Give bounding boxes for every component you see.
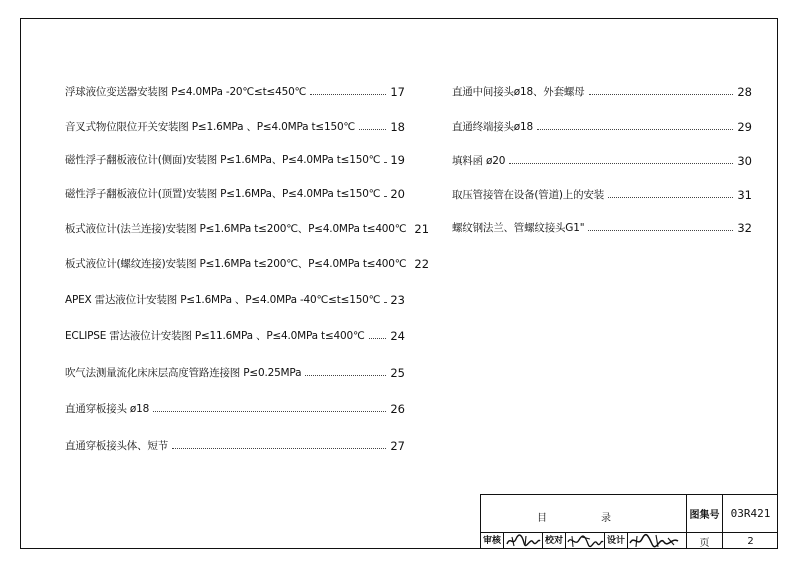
signature-row (481, 533, 687, 549)
toc-entry-page: 25 (390, 366, 405, 380)
toc-entry[interactable] (452, 149, 752, 167)
toc-entry-page: 26 (390, 402, 405, 416)
leader-dots (509, 163, 733, 164)
toc-entry[interactable] (65, 80, 405, 98)
leader-dots (589, 94, 734, 95)
toc-entry-title: 直通终端接头ø18 (452, 121, 533, 133)
toc-entry[interactable] (452, 80, 752, 98)
design-label: 设计 (605, 533, 628, 549)
toc-entry-page: 24 (390, 329, 405, 343)
title-block (480, 494, 777, 548)
toc-entry[interactable] (65, 434, 405, 452)
leader-dots (384, 162, 386, 163)
atlas-number-label: 图集号 (687, 495, 723, 533)
toc-entry-page: 17 (390, 85, 405, 99)
toc-entry-title: 板式液位计(螺纹连接)安装图 P≤1.6MPa t≤200℃、P≤4.0MPa t≤400℃ (65, 258, 407, 270)
leader-dots (359, 129, 386, 130)
toc-entry-title: 螺纹钢法兰、管螺纹接头G1" (452, 222, 585, 234)
check-signature (566, 533, 605, 549)
toc-entry-title: 磁性浮子翻板液位计(顶置)安装图 P≤1.6MPa、P≤4.0MPa t≤150℃ (65, 188, 381, 200)
toc-entry-page: 18 (390, 120, 405, 134)
leader-dots (305, 375, 386, 376)
toc-entry[interactable] (452, 115, 752, 133)
toc-entry-page: 21 (414, 222, 430, 236)
toc-entry-title: 磁性浮子翻板液位计(侧面)安装图 P≤1.6MPa、P≤4.0MPa t≤150℃ (65, 154, 381, 166)
leader-dots (153, 411, 386, 412)
toc-entry[interactable] (65, 252, 430, 271)
toc-entry[interactable] (452, 216, 752, 234)
review-signature (504, 533, 543, 549)
leader-dots (384, 302, 386, 303)
leader-dots (588, 230, 733, 231)
toc-entry-title: 直通中间接头ø18、外套螺母 (452, 86, 585, 98)
toc-entry-title: 音叉式物位限位开关安装图 P≤1.6MPa 、P≤4.0MPa t≤150℃ (65, 121, 356, 133)
toc-entry-title: 填料函 ø20 (452, 155, 506, 167)
toc-entry-page: 19 (390, 153, 405, 167)
leader-dots (172, 448, 386, 449)
title-char-2: 录 (601, 513, 613, 524)
toc-entry[interactable] (65, 361, 405, 379)
toc-entry-title: 取压管接管在设备(管道)上的安装 (452, 189, 604, 201)
toc-entry-title: 吹气法测量流化床床层高度管路连接图 P≤0.25MPa (65, 367, 302, 379)
title-block-caption (481, 495, 687, 533)
toc-entry-page: 31 (737, 188, 752, 202)
review-label: 审核 (481, 533, 504, 549)
leader-dots (608, 197, 733, 198)
toc-entry-page: 28 (737, 85, 752, 99)
toc-entry-page: 30 (737, 154, 752, 168)
toc-entry-page: 20 (390, 187, 405, 201)
page-label: 页 (687, 533, 723, 549)
toc-entry[interactable] (65, 217, 430, 236)
leader-dots (369, 338, 387, 339)
page-number: 2 (747, 535, 754, 547)
toc-entry-page: 27 (390, 439, 405, 453)
check-label: 校对 (543, 533, 566, 549)
toc-entry[interactable] (65, 148, 405, 166)
toc-entry[interactable] (452, 183, 752, 201)
design-signature (628, 533, 680, 549)
leader-dots (310, 94, 386, 95)
toc-entry[interactable] (65, 397, 405, 415)
toc-entry-page: 22 (414, 257, 430, 271)
toc-entry-page: 23 (390, 293, 405, 307)
leader-dots (537, 129, 733, 130)
toc-entry-title: 直通穿板接头体、短节 (65, 440, 168, 452)
toc-entry[interactable] (65, 288, 405, 306)
toc-entry-title: 板式液位计(法兰连接)安装图 P≤1.6MPa t≤200℃、P≤4.0MPa t≤400℃ (65, 223, 407, 235)
toc-entry-page: 32 (737, 221, 752, 235)
title-char-1: 目 (537, 513, 549, 524)
toc-entry[interactable] (65, 324, 405, 342)
toc-entry[interactable] (65, 115, 405, 133)
toc-entry-title: ECLIPSE 雷达液位计安装图 P≤11.6MPa 、P≤4.0MPa t≤400℃ (65, 330, 365, 342)
toc-entry-title: APEX 雷达液位计安装图 P≤1.6MPa 、P≤4.0MPa -40℃≤t≤150℃ (65, 294, 381, 306)
toc-entry-title: 直通穿板接头 ø18 (65, 403, 150, 415)
toc-entry-title: 浮球液位变送器安装图 P≤4.0MPa -20℃≤t≤450℃ (65, 86, 307, 98)
toc-entry-page: 29 (737, 120, 752, 134)
toc-entry[interactable] (65, 182, 405, 200)
leader-dots (384, 196, 386, 197)
atlas-number-value: 03R421 (723, 495, 778, 533)
